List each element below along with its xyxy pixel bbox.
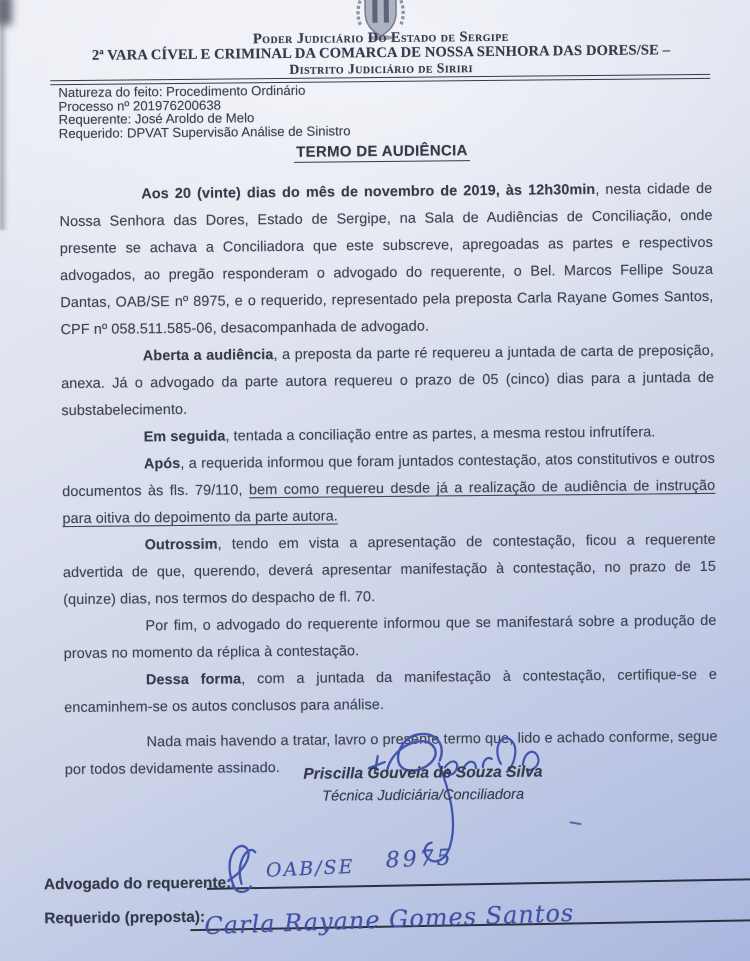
conciliator-name: Priscilla Gouveia de Souza Silva bbox=[303, 763, 543, 783]
paragraph bbox=[63, 527, 717, 614]
paragraph bbox=[63, 608, 716, 668]
case-defendant: Requerido: DPVAT Supervisão Análise de Sinistro bbox=[58, 123, 351, 141]
svg-text:OAB/SE: OAB/SE bbox=[265, 855, 355, 882]
photo-edge-shadow bbox=[0, 0, 8, 230]
paragraph bbox=[59, 176, 714, 344]
paragraph-lead: Em seguida bbox=[143, 428, 226, 446]
paragraph-text: , a requerida informou que foram juntados contestação, atos constitutivos e outros documentos às fls. 79/110, bbox=[62, 450, 715, 501]
svg-text:8975: 8975 bbox=[385, 845, 455, 874]
preposta-handwritten-signature bbox=[194, 883, 625, 957]
paragraph-text: , tendo em vista a apresentação de contestação, ficou a requerente advertida de que, querendo, deverá apresentar manifestação à contestação, no prazo de 15 (quinze) dias, nos termos do despacho de fl. 70. bbox=[62, 531, 717, 609]
paragraph-text: Nada mais havendo a tratar, lavro o presente termo que, lido e achado conforme, segue por todos devidamente assinado. bbox=[64, 728, 718, 779]
paragraph bbox=[61, 338, 715, 425]
advogado-signature-label: Advogado do requerente: bbox=[43, 874, 232, 894]
document-title: TERMO DE AUDIÊNCIA bbox=[294, 142, 470, 163]
paragraph bbox=[62, 446, 716, 533]
paragraph-lead: Outrossim bbox=[144, 536, 218, 554]
paragraph-text: , com a juntada da manifestação à contestação, certifique-se e encaminhem-se os autos conclusos para análise. bbox=[64, 666, 718, 717]
paragraph-lead: Aberta a audiência bbox=[142, 347, 274, 365]
paragraph-lead: Após bbox=[143, 455, 181, 473]
paragraph-lead: Aos 20 (vinte) dias do mês de novembro de 2019, às 12h30min bbox=[141, 181, 596, 203]
svg-text:Carla Rayane Gomes Santos: Carla Rayane Gomes Santos bbox=[203, 898, 575, 941]
document-title-row bbox=[17, 140, 747, 166]
case-nature: Natureza do feito: Procedimento Ordinário bbox=[58, 82, 306, 101]
paragraph-text: , tentada a conciliação entre as partes, a mesma restou infrutífera. bbox=[225, 424, 656, 445]
court-district-name: Distrito Judiciário de Siriri bbox=[289, 60, 473, 77]
paragraph-lead: Dessa forma bbox=[145, 671, 242, 689]
paragraph bbox=[64, 662, 717, 722]
case-number: Processo nº 201976200638 bbox=[58, 97, 222, 114]
paragraph-underlined-text: bem como requereu desde já a realização de audiência de instrução para oitiva do depoimento da parte autora. bbox=[62, 477, 716, 528]
photo-corner-shadow bbox=[0, 0, 12, 25]
court-division-name: 2ª VARA CÍVEL E CRIMINAL DA COMARCA DE NOSSA SENHORA DAS DORES/SE – bbox=[91, 42, 671, 64]
paragraph-text: Por fim, o advogado do requerente informou que se manifestará sobre a produção de provas no momento da réplica à contestação. bbox=[63, 612, 717, 663]
preposta-signature-label: Requerido (preposta): bbox=[44, 908, 206, 928]
document-body bbox=[59, 176, 718, 784]
paragraph-text: , nesta cidade de Nossa Senhora das Dores, Estado de Sergipe, na Sala de Audiências de Conciliação, onde presente se achava a Conciliadora que este subscreve, apregoadas as partes e respectivos advogados, ao pregão responderam o advogado do requerente, o Bel. Marcos Fellipe Souza Dantas, OAB/SE nº 8975, e o requerido, representado pela preposta Carla Rayane Gomes Santos, CPF nº 058.511.585-06, desacompanhada de advogado. bbox=[59, 180, 714, 339]
conciliator-role: Técnica Judiciária/Conciliadora bbox=[322, 786, 525, 805]
case-info-block bbox=[58, 83, 350, 140]
case-claimant: Requerente: José Aroldo de Melo bbox=[58, 110, 255, 128]
court-branch-name: Poder Judiciário Do Estado de Sergipe bbox=[252, 28, 509, 48]
conciliator-signature-block bbox=[93, 758, 750, 810]
paragraph-text: , a preposta da parte ré requereu a juntada de carta de preposição, anexa. Já o advogado da parte autora requereu o prazo de 05 (cinco) dias para a juntada de substabelecimento. bbox=[61, 342, 715, 420]
stray-pen-mark bbox=[569, 821, 581, 825]
